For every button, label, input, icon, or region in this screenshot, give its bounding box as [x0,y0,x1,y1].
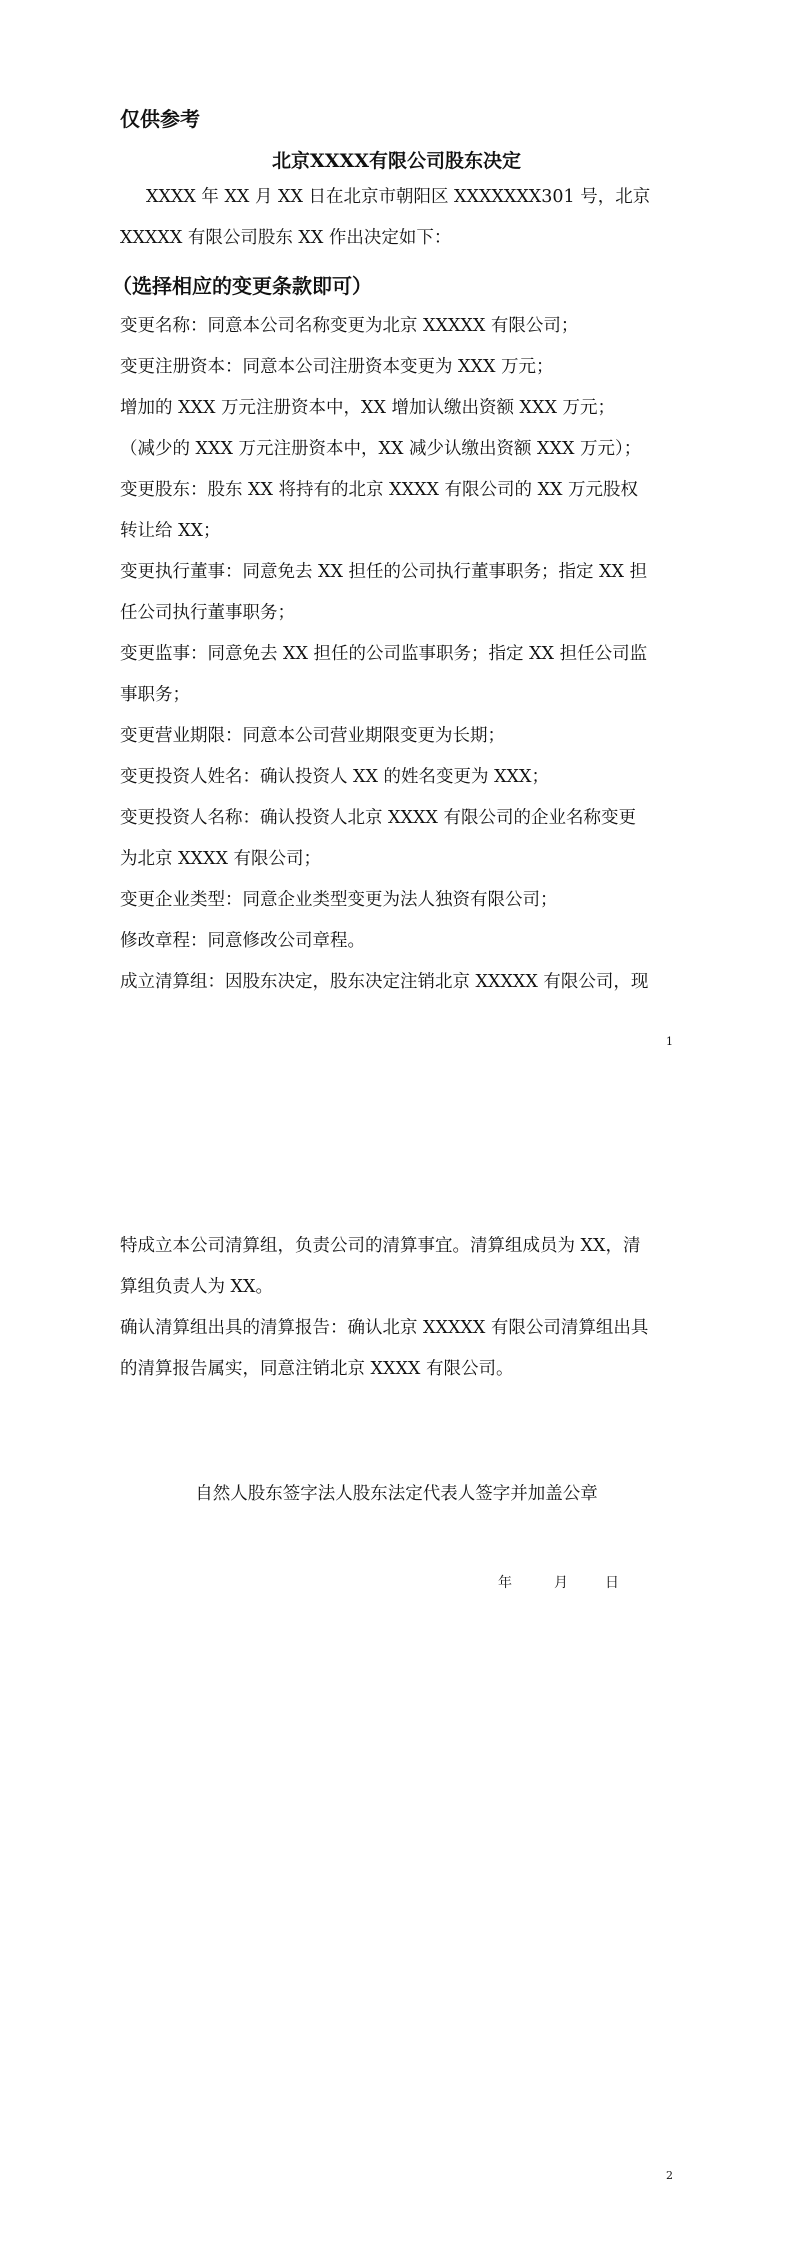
clause-line: 变更企业类型：同意企业类型变更为法人独资有限公司； [120,890,558,910]
clause-line: 变更投资人名称：确认投资人北京 XXXX 有限公司的企业名称变更 [120,808,636,828]
clause-line: 增加的 XXX 万元注册资本中，XX 增加认缴出资额 XXX 万元； [120,398,615,418]
clause-line: 特成立本公司清算组，负责公司的清算事宜。清算组成员为 XX，清 [120,1236,641,1256]
clause-line: 变更投资人姓名：确认投资人 XX 的姓名变更为 XXX； [120,767,549,787]
clause-line: （减少的 XXX 万元注册资本中，XX 减少认缴出资额 XXX 万元）； [120,439,642,459]
clause-line: 事职务； [120,685,190,705]
intro-line: XXXX 年 XX 月 XX 日在北京市朝阳区 XXXXXXX301 号，北京 [146,187,651,207]
clause-line: 的清算报告属实，同意注销北京 XXXX 有限公司。 [120,1359,514,1379]
section-subheading: （选择相应的变更条款即可） [112,274,372,298]
page-number: 2 [666,2169,673,2182]
clause-line: 成立清算组：因股东决定，股东决定注销北京 XXXXX 有限公司，现 [120,972,649,992]
clause-line: 变更注册资本：同意本公司注册资本变更为 XXX 万元； [120,357,554,377]
clause-line: 确认清算组出具的清算报告：确认北京 XXXXX 有限公司清算组出具 [120,1318,649,1338]
clause-line: 任公司执行董事职务； [120,603,295,623]
clause-line: 为北京 XXXX 有限公司； [120,849,321,869]
clause-line: 算组负责人为 XX。 [120,1277,273,1297]
clause-line: 修改章程：同意修改公司章程。 [120,931,365,951]
reference-only-tag: 仅供参考 [120,107,200,131]
document-title: 北京XXXX有限公司股东决定 [272,150,521,172]
intro-line: XXXXX 有限公司股东 XX 作出决定如下： [120,228,452,248]
date-month-label: 月 [554,1575,568,1591]
date-year-label: 年 [498,1575,512,1591]
date-day-label: 日 [605,1575,619,1591]
clause-line: 变更名称：同意本公司名称变更为北京 XXXXX 有限公司； [120,316,579,336]
document-page-2 [0,1122,793,2244]
clause-line: 变更执行董事：同意免去 XX 担任的公司执行董事职务；指定 XX 担 [120,562,648,582]
clause-line: 变更股东：股东 XX 将持有的北京 XXXX 有限公司的 XX 万元股权 [120,480,639,500]
clause-line: 转让给 XX； [120,521,221,541]
signature-line: 自然人股东签字法人股东法定代表人签字并加盖公章 [195,1484,598,1504]
clause-line: 变更监事：同意免去 XX 担任的公司监事职务；指定 XX 担任公司监 [120,644,648,664]
clause-line: 变更营业期限：同意本公司营业期限变更为长期； [120,726,505,746]
page-number: 1 [666,1035,673,1048]
